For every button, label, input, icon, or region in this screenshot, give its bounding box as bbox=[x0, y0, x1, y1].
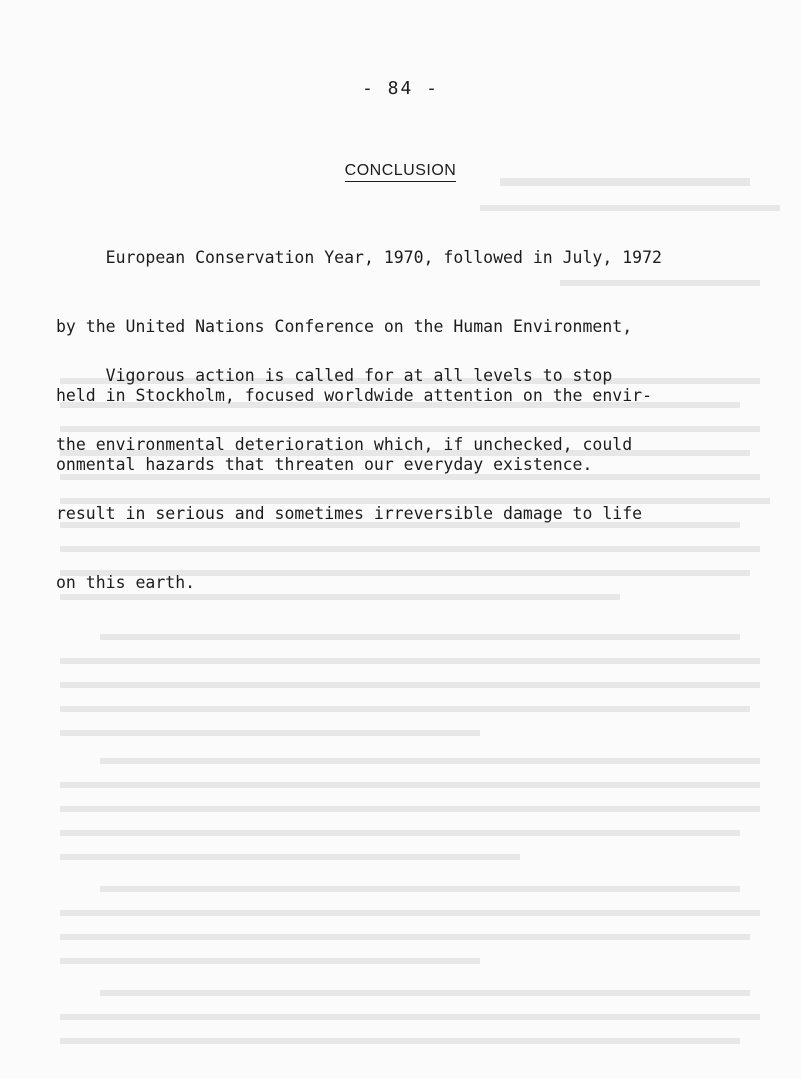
paragraph-line: onmental hazards that threaten our everyday existence. bbox=[56, 455, 593, 474]
paragraph-line: result in serious and sometimes irreversible damage to life bbox=[56, 504, 643, 523]
page-number: - 84 - bbox=[361, 78, 440, 99]
paragraph-2 bbox=[56, 318, 801, 617]
paragraph-line: European Conservation Year, 1970, followed in July, 1972 bbox=[56, 248, 662, 267]
paragraph-line: the environmental deterioration which, if unchecked, could bbox=[56, 435, 633, 454]
paragraph-line: on this earth. bbox=[56, 573, 196, 592]
section-heading-text: CONCLUSION bbox=[345, 162, 457, 182]
paragraph-line: held in Stockholm, focused worldwide attention on the envir- bbox=[56, 386, 653, 405]
paragraph-line: Vigorous action is called for at all levels to stop bbox=[56, 366, 613, 385]
section-heading bbox=[0, 162, 801, 182]
paragraph-line: by the United Nations Conference on the Human Environment, bbox=[56, 317, 633, 336]
